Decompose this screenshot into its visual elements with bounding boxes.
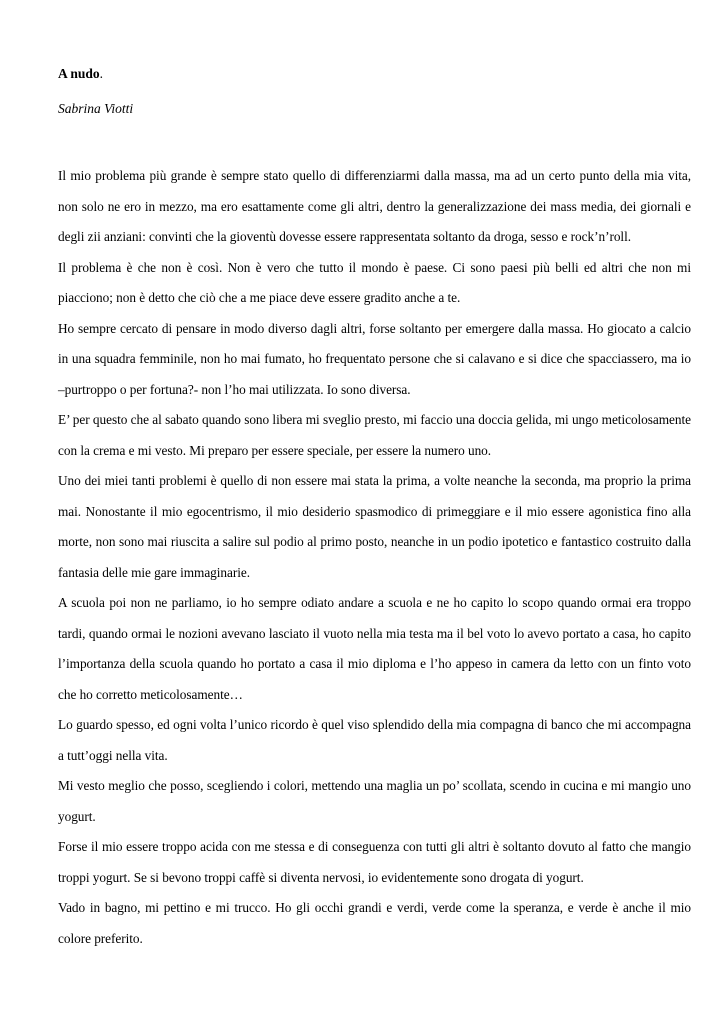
paragraph-8: Mi vesto meglio che posso, scegliendo i colori, mettendo una maglia un po’ scollata, scendo in cucina e mi mangio uno yogurt.: [58, 778, 691, 824]
story-title-period: .: [99, 66, 104, 81]
paragraph-3: Ho sempre cercato di pensare in modo diverso dagli altri, forse soltanto per emergere dalla massa. Ho giocato a calcio in una squadra femminile, non ho mai fumato, ho frequentato persone che si calavano e si dice che spacciassero, ma io –purtroppo o per fortuna?- non l’ho mai utilizzata. Io sono diversa.: [58, 320, 691, 397]
paragraph-7: Lo guardo spesso, ed ogni volta l’unico ricordo è quel viso splendido della mia compagna di banco che mi accompagna a tutt’oggi nella vita.: [58, 717, 691, 763]
paragraph-1: Il mio problema più grande è sempre stato quello di differenziarmi dalla massa, ma ad un certo punto della mia vita, non solo ne ero in mezzo, ma ero esattamente come gli altri, dentro la generalizzazione dei mass media, dei giornali e degli zii anziani: convinti che la gioventù dovesse essere rappresentata soltanto da droga, sesso e rock’n’roll.: [58, 168, 691, 244]
paragraph-5: Uno dei miei tanti problemi è quello di non essere mai stata la prima, a volte neanche la seconda, ma proprio la prima mai. Nonostante il mio egocentrismo, il mio desiderio spasmodico di primeggiare e il mio essere agonistica fino alla morte, non sono mai riuscita a salire sul podio al primo posto, neanche in un podio ipotetico e fantastico costruito dalla fantasia delle mie gare immaginarie.: [58, 473, 691, 580]
story-title: [58, 64, 691, 84]
paragraph-2: Il problema è che non è così. Non è vero che tutto il mondo è paese. Ci sono paesi più belli ed altri che non mi piacciono; non è detto che ciò che a me piace deve essere gradito anche a te.: [58, 259, 691, 305]
paragraph-6: A scuola poi non ne parliamo, io ho sempre odiato andare a scuola e ne ho capito lo scopo quando ormai era troppo tardi, quando ormai le nozioni avevano lasciato il vuoto nella mia testa ma il bel voto lo avevo portato a casa, ho capito l’importanza della scuola quando ho portato a casa il mio diploma e l’ho appeso in camera da letto con un finto voto che ho corretto meticolosamente…: [58, 595, 691, 702]
story-body: [58, 161, 691, 954]
document-page: [58, 64, 691, 954]
paragraph-9: Forse il mio essere troppo acida con me stessa e di conseguenza con tutti gli altri è soltanto dovuto al fatto che mangio troppi yogurt. Se si bevono troppi caffè si diventa nervosi, io evidentemente sono drogata di yogurt.: [58, 839, 691, 885]
story-title-text: A nudo: [58, 66, 100, 81]
paragraph-10: Vado in bagno, mi pettino e mi trucco. Ho gli occhi grandi e verdi, verde come la speranza, e verde è anche il mio colore preferito.: [58, 900, 691, 946]
paragraph-4: E’ per questo che al sabato quando sono libera mi sveglio presto, mi faccio una doccia gelida, mi ungo meticolosamente con la crema e mi vesto. Mi preparo per essere speciale, per essere la numero uno.: [58, 412, 691, 458]
author-name: Sabrina Viotti: [58, 101, 134, 116]
